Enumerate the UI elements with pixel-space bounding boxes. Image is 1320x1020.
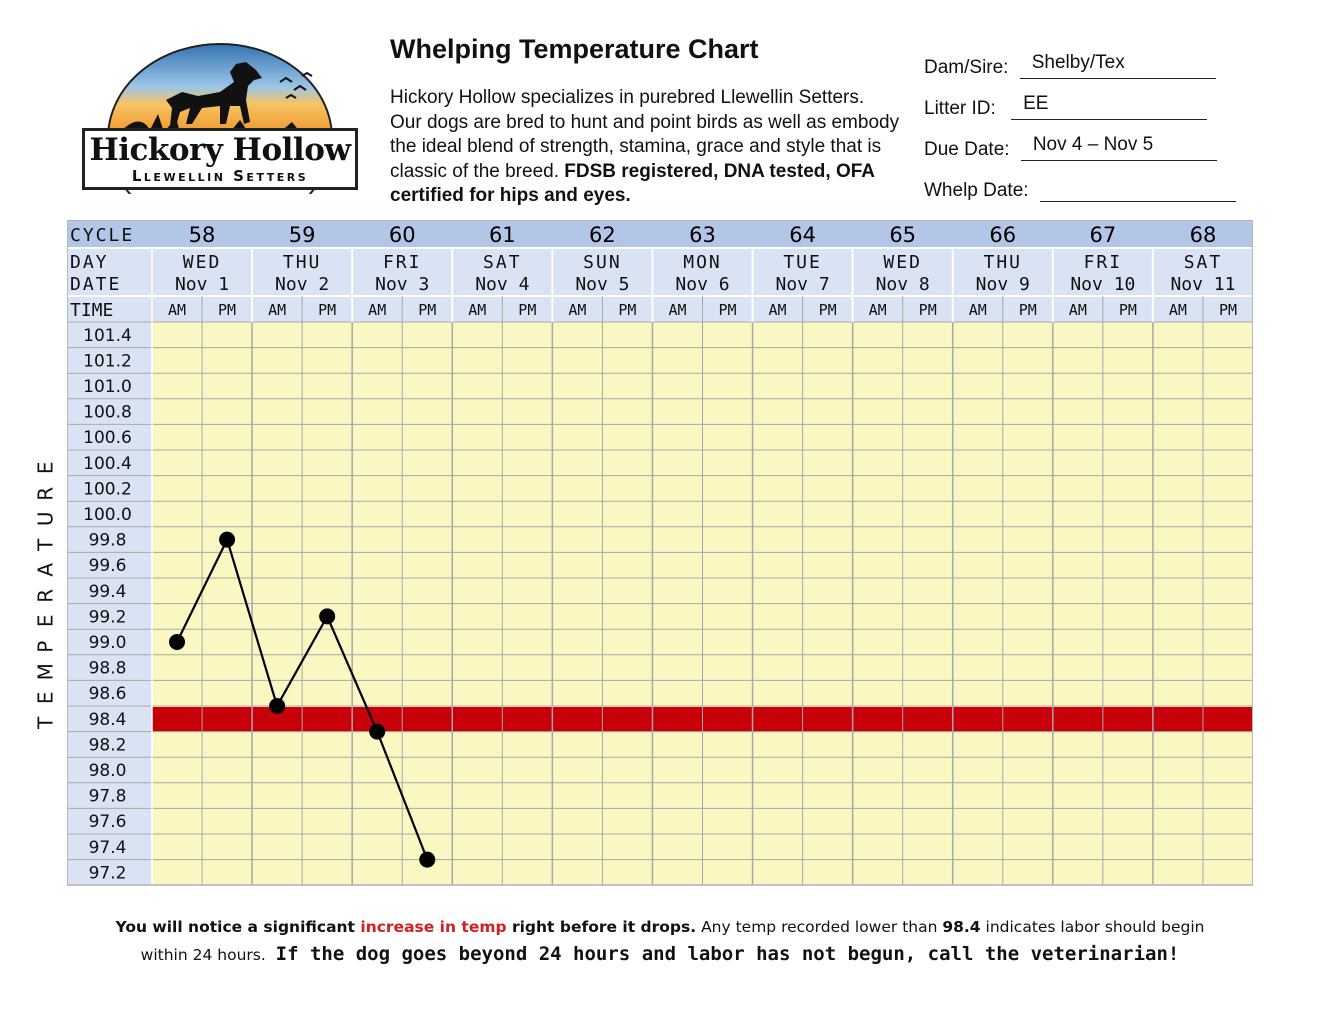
y-axis-label-letter: E <box>33 690 58 704</box>
period-label: AM <box>968 301 987 319</box>
footer-note-e: indicates labor should begin <box>980 918 1205 936</box>
y-tick-label: 98.4 <box>88 709 127 730</box>
footer-warning-b: If the dog goes beyond 24 hours and labor has not begun, call the veterinarian! <box>275 943 1180 965</box>
y-tick-label: 97.6 <box>88 812 127 833</box>
date-label: Nov 2 <box>275 274 330 295</box>
day-label: WED <box>182 252 222 273</box>
y-axis-label-letter: T <box>33 538 58 551</box>
page-title: Whelping Temperature Chart <box>390 34 759 64</box>
footer-warning <box>0 943 1320 965</box>
period-label: AM <box>368 301 387 319</box>
footer-note-red: increase in temp <box>360 918 507 936</box>
date-label: Nov 6 <box>675 274 730 295</box>
temperature-point <box>269 698 285 714</box>
period-label: AM <box>768 301 787 319</box>
y-tick-label: 101.4 <box>83 325 132 346</box>
period-label: AM <box>868 301 887 319</box>
cycle-label: 64 <box>789 223 816 247</box>
y-axis-label-letter: T <box>33 716 58 729</box>
period-label: AM <box>568 301 587 319</box>
whelp-date-field <box>924 179 1236 202</box>
y-tick-label: 97.4 <box>88 837 127 858</box>
y-tick-label: 97.2 <box>88 863 127 884</box>
cycle-label: 68 <box>1189 223 1217 247</box>
y-tick-label: 100.4 <box>83 453 132 474</box>
y-tick-label: 100.8 <box>83 402 132 423</box>
temperature-point <box>419 852 435 868</box>
footer-warning-a: within 24 hours. <box>140 946 266 964</box>
y-tick-label: 99.2 <box>88 607 127 628</box>
date-row-label: DATE <box>70 274 122 295</box>
cycle-label: 62 <box>589 223 616 247</box>
day-label: SAT <box>1183 252 1223 273</box>
period-label: PM <box>618 301 637 319</box>
y-tick-label: 101.0 <box>83 377 132 397</box>
y-axis-label-letter: U <box>33 511 58 527</box>
y-axis-label-letter: E <box>33 614 58 628</box>
temperature-point <box>369 724 385 740</box>
period-label: PM <box>218 301 237 319</box>
date-label: Nov 7 <box>775 274 830 295</box>
cycle-label: 63 <box>689 223 716 247</box>
y-axis-label-letter: P <box>33 640 58 653</box>
temperature-point <box>219 532 235 548</box>
day-label: FRI <box>382 252 422 273</box>
y-axis-label-letter: R <box>33 588 58 603</box>
period-label: PM <box>518 301 537 319</box>
footer-note-d: 98.4 <box>942 918 981 936</box>
y-tick-label: 100.0 <box>83 505 132 525</box>
day-label: TUE <box>783 252 822 273</box>
period-label: PM <box>1018 301 1037 319</box>
period-label: PM <box>1218 301 1238 319</box>
cycle-label: 65 <box>889 223 917 247</box>
date-label: Nov 5 <box>575 274 630 295</box>
y-axis-label-letter: A <box>33 562 58 577</box>
y-tick-label: 99.8 <box>88 530 127 551</box>
dam-sire-line[interactable] <box>1020 52 1216 79</box>
due-date-line[interactable] <box>1021 134 1217 161</box>
y-tick-label: 97.8 <box>88 786 127 807</box>
cycle-label: 66 <box>989 223 1017 247</box>
y-tick-label: 98.6 <box>88 684 127 705</box>
y-tick-label: 99.6 <box>88 556 127 577</box>
y-tick-label: 98.0 <box>88 761 127 781</box>
litter-id-value: EE <box>1023 93 1049 114</box>
intro-plain: Hickory Hollow specializes in purebred Llewellin Setters. Our dogs are bred to hunt and point birds as well as embody the ideal blend of strength, stamina, grace and style that is classic of the breed. <box>390 87 900 182</box>
litter-id-field <box>924 93 1207 120</box>
cycle-label: 61 <box>488 223 516 247</box>
period-label: AM <box>1068 301 1087 319</box>
footer-note-c: Any temp recorded lower than <box>696 918 943 936</box>
footer-note-b: right before it drops. <box>506 918 697 936</box>
day-label: SAT <box>483 252 522 273</box>
day-label: WED <box>883 252 922 273</box>
footer-note <box>0 918 1320 936</box>
period-label: PM <box>918 301 937 319</box>
intro-bold: FDSB registered, DNA tested, OFA certified for hips and eyes. <box>390 160 875 206</box>
y-tick-label: 98.8 <box>88 658 127 679</box>
litter-id-line[interactable] <box>1011 93 1207 120</box>
cycle-row-bg <box>67 220 1253 248</box>
date-label: Nov 9 <box>975 274 1030 295</box>
footer-note-a: You will notice a significant <box>115 918 361 936</box>
period-label: PM <box>418 301 437 319</box>
period-label: AM <box>468 301 487 319</box>
period-label: AM <box>668 301 687 319</box>
dam-sire-value: Shelby/Tex <box>1031 52 1125 73</box>
y-tick-label: 100.6 <box>83 428 132 449</box>
day-label: MON <box>683 252 722 273</box>
whelp-date-line[interactable] <box>1040 179 1236 202</box>
y-axis-label-letter: E <box>33 461 58 475</box>
brand-subtitle: Llewellin Setters <box>131 167 309 185</box>
day-label: THU <box>983 252 1023 273</box>
y-axis-label-letter: R <box>33 486 58 501</box>
temperature-point <box>319 608 335 624</box>
cycle-label: 60 <box>388 223 416 247</box>
period-label: PM <box>1118 301 1137 319</box>
date-label: Nov 10 <box>1070 274 1136 295</box>
cycle-label: 58 <box>188 223 216 247</box>
y-axis-label <box>33 455 58 736</box>
dam-sire-field <box>924 52 1216 79</box>
whelp-date-label: Whelp Date: <box>924 180 1029 201</box>
y-tick-label: 99.4 <box>88 581 127 602</box>
time-row-label: TIME <box>70 300 114 321</box>
date-label: Nov 3 <box>375 274 430 295</box>
period-label: AM <box>268 301 287 319</box>
date-label: Nov 11 <box>1170 274 1236 295</box>
date-label: Nov 8 <box>875 274 930 295</box>
dam-sire-label: Dam/Sire: <box>924 57 1009 78</box>
chart-svg <box>67 220 1253 887</box>
period-label: AM <box>1168 301 1187 319</box>
day-label: SUN <box>583 252 622 273</box>
due-date-label: Due Date: <box>924 139 1010 160</box>
cycle-row-label: CYCLE <box>70 225 135 246</box>
date-label: Nov 4 <box>475 274 530 295</box>
brand-name: Hickory Hollow <box>89 132 351 168</box>
y-tick-label: 99.0 <box>88 633 127 653</box>
y-tick-label: 100.2 <box>83 479 132 500</box>
due-date-field <box>924 134 1217 161</box>
day-label: THU <box>282 252 322 273</box>
period-label: PM <box>718 301 737 319</box>
y-axis-label-letter: M <box>33 663 58 681</box>
cycle-label: 67 <box>1089 223 1117 247</box>
period-label: AM <box>167 301 187 319</box>
intro-text <box>390 86 900 209</box>
day-row-label: DAY <box>70 252 109 273</box>
y-tick-label: 101.2 <box>83 351 132 372</box>
temperature-point <box>169 634 185 650</box>
date-label: Nov 1 <box>174 274 230 295</box>
y-tick-label: 98.2 <box>88 735 127 756</box>
temperature-chart <box>67 220 1253 887</box>
cycle-label: 59 <box>288 223 316 247</box>
period-label: PM <box>818 301 837 319</box>
period-label: PM <box>318 301 337 319</box>
litter-id-label: Litter ID: <box>924 98 996 119</box>
due-date-value: Nov 4 – Nov 5 <box>1032 134 1154 155</box>
day-label: FRI <box>1083 252 1123 273</box>
brand-box <box>82 128 358 190</box>
